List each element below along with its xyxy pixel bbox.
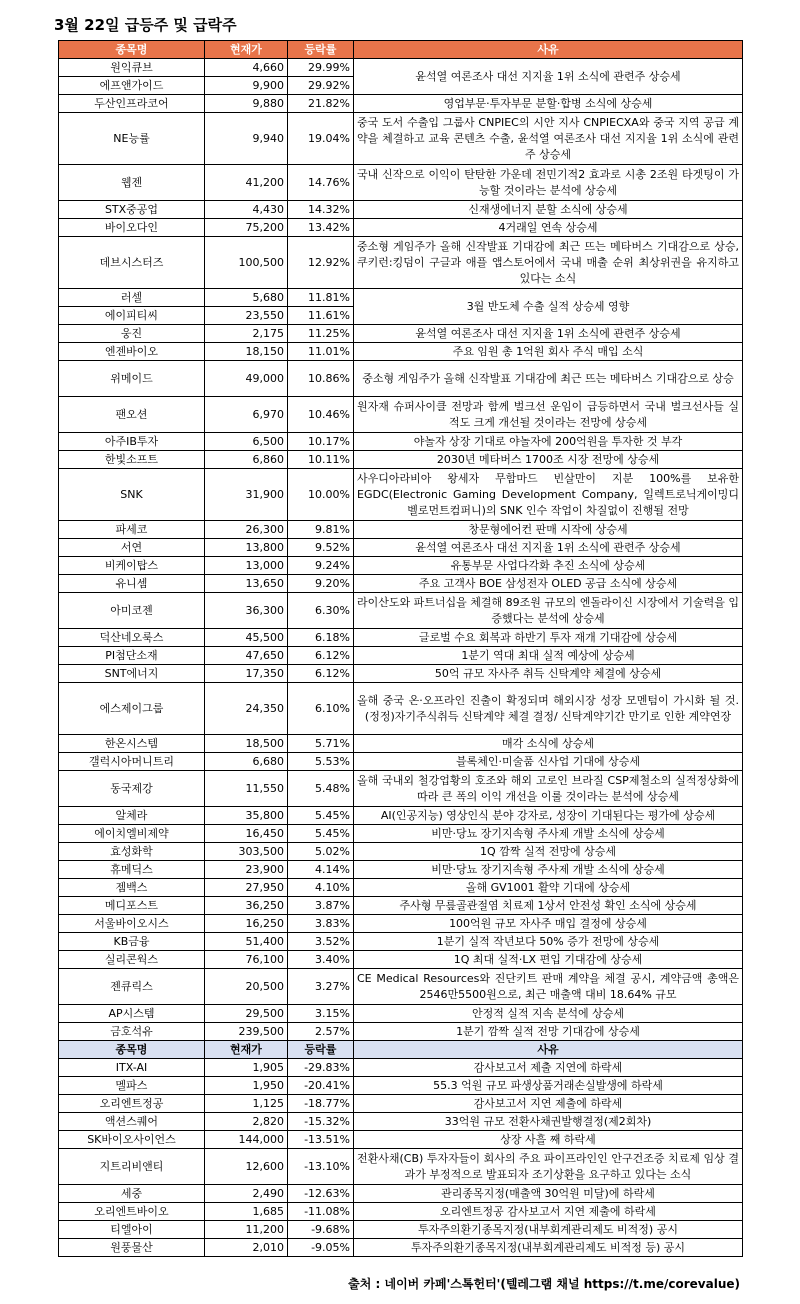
stock-price: 11,550 <box>205 771 288 807</box>
stock-price: 18,500 <box>205 735 288 753</box>
stock-reason: 안정적 실적 지속 분석에 상승세 <box>354 1005 743 1023</box>
header-reason: 사유 <box>354 1041 743 1059</box>
stock-name: 바이오다인 <box>59 219 205 237</box>
stock-name: KB금융 <box>59 933 205 951</box>
fall-row <box>59 1095 743 1113</box>
stock-name: 젠큐릭스 <box>59 969 205 1005</box>
stock-reason: 중소형 게임주가 올해 신작발표 기대감에 최근 뜨는 메타버스 기대감으로 상승, 쿠키런:킹덤이 구글과 애플 앱스토어에서 국내 매출 순위 최상위권을 유지하고 있다는 소식 <box>354 237 743 289</box>
stock-change: 21.82% <box>288 95 354 113</box>
rise-row <box>59 915 743 933</box>
stock-name: SNT에너지 <box>59 665 205 683</box>
stock-reason: 주사형 무릎골관절염 치료제 1상서 안전성 확인 소식에 상승세 <box>354 897 743 915</box>
stock-price: 6,500 <box>205 433 288 451</box>
stock-price: 303,500 <box>205 843 288 861</box>
stock-reason: AI(인공지능) 영상인식 분야 강자로, 성장이 기대된다는 평가에 상승세 <box>354 807 743 825</box>
stock-change: 5.53% <box>288 753 354 771</box>
stock-name: 금호석유 <box>59 1023 205 1041</box>
rise-row <box>59 933 743 951</box>
stock-reason: 투자주의환기종목지정(내부회계관리제도 비적정 등) 공시 <box>354 1239 743 1257</box>
stock-price: 4,660 <box>205 59 288 77</box>
stock-price: 17,350 <box>205 665 288 683</box>
rise-row <box>59 807 743 825</box>
stock-price: 1,125 <box>205 1095 288 1113</box>
stock-change: 11.25% <box>288 325 354 343</box>
fall-row <box>59 1203 743 1221</box>
stock-price: 9,940 <box>205 113 288 165</box>
rise-row <box>59 735 743 753</box>
stock-reason: 1분기 역대 최대 실적 예상에 상승세 <box>354 647 743 665</box>
header-name: 종목명 <box>59 1041 205 1059</box>
stock-name: 원풍물산 <box>59 1239 205 1257</box>
rise-row <box>59 575 743 593</box>
stock-price: 35,800 <box>205 807 288 825</box>
rise-row <box>59 629 743 647</box>
stock-change: -12.63% <box>288 1185 354 1203</box>
stock-name: SK바이오사이언스 <box>59 1131 205 1149</box>
rise-row <box>59 1005 743 1023</box>
rise-row <box>59 451 743 469</box>
fall-header-row <box>59 1041 743 1059</box>
stock-price: 23,550 <box>205 307 288 325</box>
stock-price: 24,350 <box>205 683 288 735</box>
stock-price: 1,685 <box>205 1203 288 1221</box>
stock-change: 3.83% <box>288 915 354 933</box>
rise-row <box>59 201 743 219</box>
stock-name: 서울바이오시스 <box>59 915 205 933</box>
stock-name: 에프앤가이드 <box>59 77 205 95</box>
stock-price: 29,500 <box>205 1005 288 1023</box>
stock-change: 29.99% <box>288 59 354 77</box>
stock-price: 1,905 <box>205 1059 288 1077</box>
rise-row <box>59 771 743 807</box>
stock-reason: 원자재 슈퍼사이클 전망과 함께 벌크선 운임이 급등하면서 국내 벌크선사들 실적도 크게 개선될 것이라는 전망에 상승세 <box>354 397 743 433</box>
stock-name: 동국제강 <box>59 771 205 807</box>
stock-name: 액션스퀘어 <box>59 1113 205 1131</box>
stock-reason: 유통부문 사업다각화 추진 소식에 상승세 <box>354 557 743 575</box>
stock-change: 11.81% <box>288 289 354 307</box>
stock-name: 효성화학 <box>59 843 205 861</box>
stock-change: 10.46% <box>288 397 354 433</box>
stock-change: 6.30% <box>288 593 354 629</box>
stock-name: NE능률 <box>59 113 205 165</box>
stock-reason: 윤석열 여론조사 대선 지지율 1위 소식에 관련주 상승세 <box>354 325 743 343</box>
stock-reason: 중국 도서 수출입 그룹사 CNPIEC의 시안 지사 CNPIECXA와 중국 지역 공급 계약을 체결하고 교육 콘텐츠 수출, 윤석열 여론조사 대선 지지율 1위 소식에 관련주 상승세 <box>354 113 743 165</box>
stock-name: 갤럭시아머니트리 <box>59 753 205 771</box>
stock-name: 오리엔트정공 <box>59 1095 205 1113</box>
stock-change: 14.32% <box>288 201 354 219</box>
stock-change: 5.48% <box>288 771 354 807</box>
stock-change: 6.10% <box>288 683 354 735</box>
stock-change: -11.08% <box>288 1203 354 1221</box>
stock-change: 2.57% <box>288 1023 354 1041</box>
stock-change: 6.12% <box>288 647 354 665</box>
stock-price: 9,900 <box>205 77 288 95</box>
rise-row <box>59 59 743 77</box>
stock-change: 14.76% <box>288 165 354 201</box>
stock-name: 에이피티씨 <box>59 307 205 325</box>
stock-change: 9.81% <box>288 521 354 539</box>
stock-change: 4.14% <box>288 861 354 879</box>
stock-reason: 1분기 실적 작년보다 50% 증가 전망에 상승세 <box>354 933 743 951</box>
stock-change: 3.52% <box>288 933 354 951</box>
stock-price: 45,500 <box>205 629 288 647</box>
stock-reason: 2030년 메타버스 1700조 시장 전망에 상승세 <box>354 451 743 469</box>
rise-row <box>59 861 743 879</box>
stock-reason: 라이산도와 파트너십을 체결해 89조원 규모의 엔돌라이신 시장에서 기술력을 입증했다는 분석에 상승세 <box>354 593 743 629</box>
stock-name: 위메이드 <box>59 361 205 397</box>
fall-row <box>59 1077 743 1095</box>
stock-reason: 올해 중국 온·오프라인 진출이 확정되며 해외시장 성장 모멘텀이 가시화 될 것. (정정)자기주식취득 신탁계약 체결 결정/ 신탁계약기간 만기로 인한 계약연장 <box>354 683 743 735</box>
stock-price: 11,200 <box>205 1221 288 1239</box>
stock-price: 16,450 <box>205 825 288 843</box>
stock-name: 원익큐브 <box>59 59 205 77</box>
stock-name: 티엘아이 <box>59 1221 205 1239</box>
stock-change: 19.04% <box>288 113 354 165</box>
rise-row <box>59 897 743 915</box>
stock-price: 26,300 <box>205 521 288 539</box>
rise-row <box>59 95 743 113</box>
rise-row <box>59 951 743 969</box>
stock-price: 5,680 <box>205 289 288 307</box>
stock-change: -9.68% <box>288 1221 354 1239</box>
stock-reason: 주요 고객사 BOE 삼성전자 OLED 공급 소식에 상승세 <box>354 575 743 593</box>
rise-row <box>59 593 743 629</box>
stock-name: 두산인프라코어 <box>59 95 205 113</box>
stock-reason: 올해 GV1001 활약 기대에 상승세 <box>354 879 743 897</box>
fall-row <box>59 1131 743 1149</box>
stock-reason: 블록체인·미술품 신사업 기대에 상승세 <box>354 753 743 771</box>
fall-row <box>59 1185 743 1203</box>
stock-change: -9.05% <box>288 1239 354 1257</box>
stock-name: ITX-AI <box>59 1059 205 1077</box>
stock-change: 13.42% <box>288 219 354 237</box>
stock-price: 4,430 <box>205 201 288 219</box>
stock-change: 29.92% <box>288 77 354 95</box>
stock-change: 3.40% <box>288 951 354 969</box>
stock-reason: 주요 임원 총 1억원 회사 주식 매입 소식 <box>354 343 743 361</box>
stock-name: 에스제이그룹 <box>59 683 205 735</box>
stock-reason: CE Medical Resources와 진단키트 판매 계약을 체결 공시, 계약금액 총액은 2546만5500원으로, 최근 매출액 대비 18.64% 규모 <box>354 969 743 1005</box>
stock-reason: 55.3 억원 규모 파생상품거래손실발생에 하락세 <box>354 1077 743 1095</box>
stock-change: 3.15% <box>288 1005 354 1023</box>
stock-name: 러셀 <box>59 289 205 307</box>
stock-name: 한온시스템 <box>59 735 205 753</box>
stock-reason: 1분기 깜짝 실적 전망 기대감에 상승세 <box>354 1023 743 1041</box>
rise-row <box>59 647 743 665</box>
stock-price: 47,650 <box>205 647 288 665</box>
stock-price: 27,950 <box>205 879 288 897</box>
stock-change: -18.77% <box>288 1095 354 1113</box>
stock-change: 3.87% <box>288 897 354 915</box>
stock-reason: 창문형에어컨 판매 시작에 상승세 <box>354 521 743 539</box>
stock-name: AP시스템 <box>59 1005 205 1023</box>
stock-reason: 국내 신작으로 이익이 탄탄한 가운데 전민기적2 효과로 시총 2조원 타겟팅이 가능할 것이라는 분석에 상승세 <box>354 165 743 201</box>
stock-change: 6.18% <box>288 629 354 647</box>
header-change: 등락률 <box>288 1041 354 1059</box>
stock-name: 비케이탑스 <box>59 557 205 575</box>
stock-price: 31,900 <box>205 469 288 521</box>
stock-name: STX중공업 <box>59 201 205 219</box>
stock-change: 11.61% <box>288 307 354 325</box>
stock-reason: 33억원 규모 전환사채권발행결정(제2회차) <box>354 1113 743 1131</box>
header-reason: 사유 <box>354 41 743 59</box>
stock-table <box>58 40 743 1257</box>
stock-price: 12,600 <box>205 1149 288 1185</box>
rise-row <box>59 753 743 771</box>
stock-name: 실리콘웍스 <box>59 951 205 969</box>
stock-name: 오리엔트바이오 <box>59 1203 205 1221</box>
stock-change: 10.17% <box>288 433 354 451</box>
stock-reason: 상장 사흘 째 하락세 <box>354 1131 743 1149</box>
stock-name: 웅진 <box>59 325 205 343</box>
stock-change: 5.45% <box>288 807 354 825</box>
stock-name: 세중 <box>59 1185 205 1203</box>
stock-change: 10.00% <box>288 469 354 521</box>
stock-reason: 올해 국내외 철강업황의 호조와 해외 고로인 브라질 CSP제철소의 실적정상화에 따라 큰 폭의 이익 개선을 이룰 것이라는 분석에 상승세 <box>354 771 743 807</box>
stock-name: 에이치엘비제약 <box>59 825 205 843</box>
stock-price: 6,860 <box>205 451 288 469</box>
stock-price: 75,200 <box>205 219 288 237</box>
stock-reason: 투자주의환기종목지정(내부회계관리제도 비적정) 공시 <box>354 1221 743 1239</box>
stock-reason: 전환사채(CB) 투자자들이 회사의 주요 파이프라인인 안구건조증 치료제 임상 결과가 부정적으로 발표되자 조기상환을 요구하고 있다는 소식 <box>354 1149 743 1185</box>
rise-row <box>59 469 743 521</box>
stock-change: 5.71% <box>288 735 354 753</box>
stock-reason: 신재생에너지 분할 소식에 상승세 <box>354 201 743 219</box>
stock-price: 20,500 <box>205 969 288 1005</box>
stock-change: 5.02% <box>288 843 354 861</box>
stock-name: 아미코젠 <box>59 593 205 629</box>
stock-price: 239,500 <box>205 1023 288 1041</box>
stock-price: 16,250 <box>205 915 288 933</box>
stock-change: 6.12% <box>288 665 354 683</box>
rise-row <box>59 843 743 861</box>
stock-name: 데브시스터즈 <box>59 237 205 289</box>
stock-name: 파세코 <box>59 521 205 539</box>
page-title: 3월 22일 급등주 및 급락주 <box>54 16 237 34</box>
stock-name: 팬오션 <box>59 397 205 433</box>
stock-reason: 100억원 규모 자사주 매입 결정에 상승세 <box>354 915 743 933</box>
stock-change: 9.20% <box>288 575 354 593</box>
source-note: 출처 : 네이버 카페'스톡헌터'(텔레그램 채널 https://t.me/corevalue) <box>348 1277 740 1291</box>
stock-reason: 비만·당뇨 장기지속형 주사제 개발 소식에 상승세 <box>354 825 743 843</box>
header-price: 현재가 <box>205 41 288 59</box>
stock-name: 젬백스 <box>59 879 205 897</box>
stock-reason: 오리엔트정공 감사보고서 지연 제출에 하락세 <box>354 1203 743 1221</box>
rise-row <box>59 237 743 289</box>
stock-name: 한빛소프트 <box>59 451 205 469</box>
stock-reason: 비만·당뇨 장기지속형 주사제 개발 소식에 상승세 <box>354 861 743 879</box>
header-price: 현재가 <box>205 1041 288 1059</box>
fall-row <box>59 1059 743 1077</box>
stock-reason: 관리종목지정(매출액 30억원 미달)에 하락세 <box>354 1185 743 1203</box>
rise-row <box>59 879 743 897</box>
stock-reason: 50억 규모 자사주 취득 신탁계약 체결에 상승세 <box>354 665 743 683</box>
rise-row <box>59 683 743 735</box>
stock-price: 36,250 <box>205 897 288 915</box>
stock-reason: 사우디아라비아 왕세자 무함마드 빈살만이 지분 100%를 보유한 EGDC(Electronic Gaming Development Company, 일렉트로닉게이밍디벨로먼트컴퍼니)의 SNK 인수 작업이 차질없이 진행될 전망 <box>354 469 743 521</box>
stock-change: 12.92% <box>288 237 354 289</box>
stock-price: 6,680 <box>205 753 288 771</box>
stock-reason: 4거래일 연속 상승세 <box>354 219 743 237</box>
stock-change: 10.86% <box>288 361 354 397</box>
rise-row <box>59 325 743 343</box>
stock-name: 서연 <box>59 539 205 557</box>
stock-reason: 매각 소식에 상승세 <box>354 735 743 753</box>
stock-name: 멜파스 <box>59 1077 205 1095</box>
stock-price: 2,490 <box>205 1185 288 1203</box>
stock-reason: 1Q 깜짝 실적 전망에 상승세 <box>354 843 743 861</box>
stock-price: 18,150 <box>205 343 288 361</box>
stock-name: 웹젠 <box>59 165 205 201</box>
stock-change: -20.41% <box>288 1077 354 1095</box>
rise-row <box>59 219 743 237</box>
stock-price: 23,900 <box>205 861 288 879</box>
stock-change: 9.24% <box>288 557 354 575</box>
stock-reason: 감사보고서 제출 지연에 하락세 <box>354 1059 743 1077</box>
stock-price: 13,800 <box>205 539 288 557</box>
stock-price: 49,000 <box>205 361 288 397</box>
rise-row <box>59 361 743 397</box>
stock-price: 13,000 <box>205 557 288 575</box>
fall-row <box>59 1113 743 1131</box>
stock-name: 덕산네오룩스 <box>59 629 205 647</box>
stock-reason: 중소형 게임주가 올해 신작발표 기대감에 최근 뜨는 메타버스 기대감으로 상승 <box>354 361 743 397</box>
stock-price: 2,175 <box>205 325 288 343</box>
rise-row <box>59 289 743 307</box>
stock-change: 5.45% <box>288 825 354 843</box>
stock-reason: 감사보고서 지연 제출에 하락세 <box>354 1095 743 1113</box>
stock-name: 유니셈 <box>59 575 205 593</box>
stock-name: 메디포스트 <box>59 897 205 915</box>
stock-change: 4.10% <box>288 879 354 897</box>
stock-price: 100,500 <box>205 237 288 289</box>
stock-reason: 글로벌 수요 회복과 하반기 투자 재개 기대감에 상승세 <box>354 629 743 647</box>
fall-row <box>59 1239 743 1257</box>
stock-price: 76,100 <box>205 951 288 969</box>
stock-reason: 1Q 최대 실적·LX 편입 기대감에 상승세 <box>354 951 743 969</box>
rise-row <box>59 557 743 575</box>
rise-row <box>59 521 743 539</box>
stock-name: 엔젠바이오 <box>59 343 205 361</box>
fall-row <box>59 1221 743 1239</box>
stock-name: 아주IB투자 <box>59 433 205 451</box>
stock-change: -29.83% <box>288 1059 354 1077</box>
stock-name: 지트리비앤티 <box>59 1149 205 1185</box>
stock-price: 51,400 <box>205 933 288 951</box>
rise-header-row <box>59 41 743 59</box>
stock-name: PI첨단소재 <box>59 647 205 665</box>
stock-price: 36,300 <box>205 593 288 629</box>
stock-price: 2,010 <box>205 1239 288 1257</box>
stock-price: 1,950 <box>205 1077 288 1095</box>
stock-change: 11.01% <box>288 343 354 361</box>
stock-change: 3.27% <box>288 969 354 1005</box>
rise-row <box>59 343 743 361</box>
stock-change: -13.10% <box>288 1149 354 1185</box>
stock-price: 144,000 <box>205 1131 288 1149</box>
stock-change: -13.51% <box>288 1131 354 1149</box>
rise-row <box>59 1023 743 1041</box>
header-change: 등락률 <box>288 41 354 59</box>
stock-reason: 윤석열 여론조사 대선 지지율 1위 소식에 관련주 상승세 <box>354 539 743 557</box>
stock-change: 10.11% <box>288 451 354 469</box>
stock-change: -15.32% <box>288 1113 354 1131</box>
rise-row <box>59 665 743 683</box>
stock-name: 휴메딕스 <box>59 861 205 879</box>
rise-row <box>59 433 743 451</box>
stock-reason: 3월 반도체 수출 실적 상승세 영향 <box>354 289 743 325</box>
rise-row <box>59 113 743 165</box>
stock-name: SNK <box>59 469 205 521</box>
rise-row <box>59 165 743 201</box>
stock-price: 2,820 <box>205 1113 288 1131</box>
stock-change: 9.52% <box>288 539 354 557</box>
rise-row <box>59 539 743 557</box>
stock-price: 41,200 <box>205 165 288 201</box>
stock-price: 6,970 <box>205 397 288 433</box>
stock-name: 알체라 <box>59 807 205 825</box>
header-name: 종목명 <box>59 41 205 59</box>
stock-reason: 야놀자 상장 기대로 야놀자에 200억원을 투자한 것 부각 <box>354 433 743 451</box>
stock-reason: 윤석열 여론조사 대선 지지율 1위 소식에 관련주 상승세 <box>354 59 743 95</box>
fall-row <box>59 1149 743 1185</box>
stock-price: 9,880 <box>205 95 288 113</box>
rise-row <box>59 397 743 433</box>
stock-price: 13,650 <box>205 575 288 593</box>
rise-row <box>59 969 743 1005</box>
rise-row <box>59 825 743 843</box>
stock-reason: 영업부문·투자부문 분할·합병 소식에 상승세 <box>354 95 743 113</box>
